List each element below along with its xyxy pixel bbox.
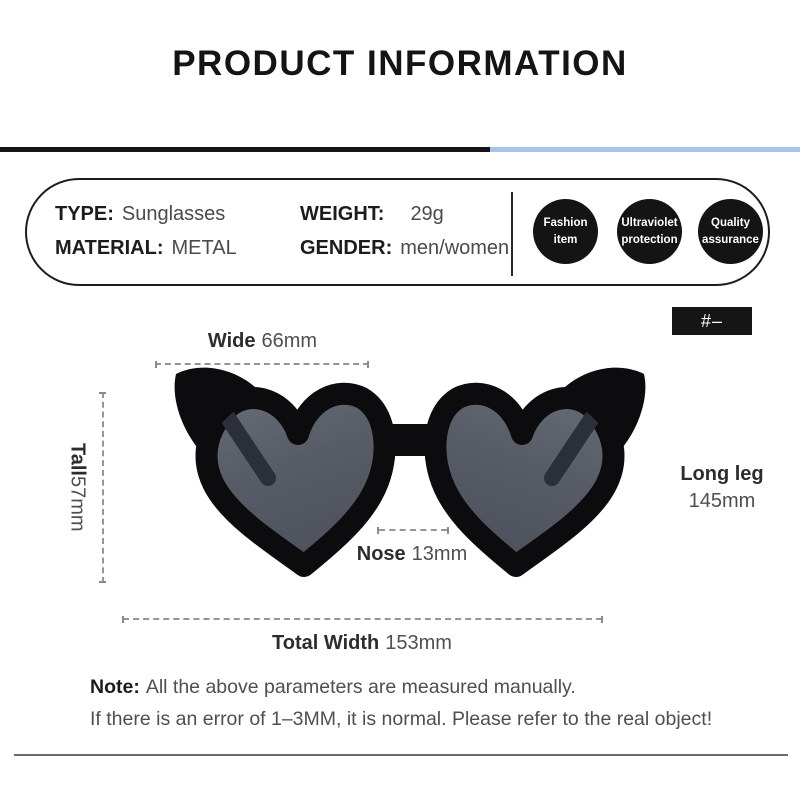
dim-tall-line <box>102 392 104 583</box>
badge-uv-line2: protection <box>621 233 678 246</box>
dim-wide-label: Wide <box>207 330 256 352</box>
accent-bar-black <box>0 147 490 152</box>
note-line1-text: All the above parameters are measured manually. <box>145 676 576 698</box>
badge-fashion-line1: Fashion <box>543 216 588 229</box>
model-tag: #– <box>672 307 752 335</box>
tick-mark <box>99 581 106 583</box>
dim-wide-value: 66mm <box>261 330 318 352</box>
dim-tall-value: 57mm <box>66 475 89 532</box>
spec-type-value: Sunglasses <box>121 203 226 225</box>
spec-gender <box>300 237 509 260</box>
dim-long-leg-label: Long leg <box>680 463 764 485</box>
badge-fashion-item <box>533 199 598 264</box>
spec-gender-label: GENDER: <box>300 237 393 259</box>
note-label: Note: <box>90 676 140 698</box>
dim-nose <box>327 543 497 566</box>
left-lens <box>175 368 385 566</box>
spec-divider <box>511 192 513 276</box>
dim-total-width-value: 153mm <box>385 632 452 654</box>
tick-mark <box>99 392 106 394</box>
note-block <box>90 678 770 729</box>
sunglasses-image <box>140 360 660 610</box>
dim-long-leg-value: 145mm <box>688 490 756 512</box>
spec-weight-label: WEIGHT: <box>300 203 385 225</box>
spec-material-label: MATERIAL: <box>55 237 164 259</box>
accent-bar-blue <box>490 147 800 152</box>
tick-mark <box>377 527 379 534</box>
note-line2: If there is an error of 1–3MM, it is normal. Please refer to the real object! <box>90 707 713 730</box>
tick-mark <box>601 616 603 623</box>
spec-gender-value: men/women <box>400 237 510 259</box>
badge-ultraviolet-protection <box>617 199 682 264</box>
right-lens <box>435 368 645 566</box>
dim-tall <box>62 402 92 572</box>
dim-long-leg <box>662 461 782 515</box>
bridge <box>381 424 439 456</box>
dim-nose-label: Nose <box>356 543 406 565</box>
spec-weight <box>300 203 444 226</box>
dim-nose-value: 13mm <box>411 543 468 565</box>
dim-total-width <box>162 632 562 655</box>
badge-quality-line2: assurance <box>702 233 759 246</box>
dim-wide <box>155 330 370 353</box>
spec-weight-value: 29g <box>410 203 444 225</box>
badge-quality-assurance <box>698 199 763 264</box>
spec-type-label: TYPE: <box>55 203 114 225</box>
spec-material <box>55 237 237 260</box>
dim-nose-line <box>379 529 447 531</box>
spec-material-value: METAL <box>171 237 237 259</box>
spec-type <box>55 203 225 226</box>
tick-mark <box>122 616 124 623</box>
page-title: PRODUCT INFORMATION <box>172 44 628 83</box>
tick-mark <box>447 527 449 534</box>
dim-tall-label: Tall <box>66 442 89 476</box>
badge-quality-line1: Quality <box>711 216 750 229</box>
dim-total-width-label: Total Width <box>272 632 380 654</box>
note-line1 <box>90 678 770 698</box>
dim-total-width-line <box>123 618 602 620</box>
bottom-divider <box>14 754 788 756</box>
badge-uv-line1: Ultraviolet <box>621 216 678 229</box>
badge-fashion-line2: item <box>553 233 578 246</box>
